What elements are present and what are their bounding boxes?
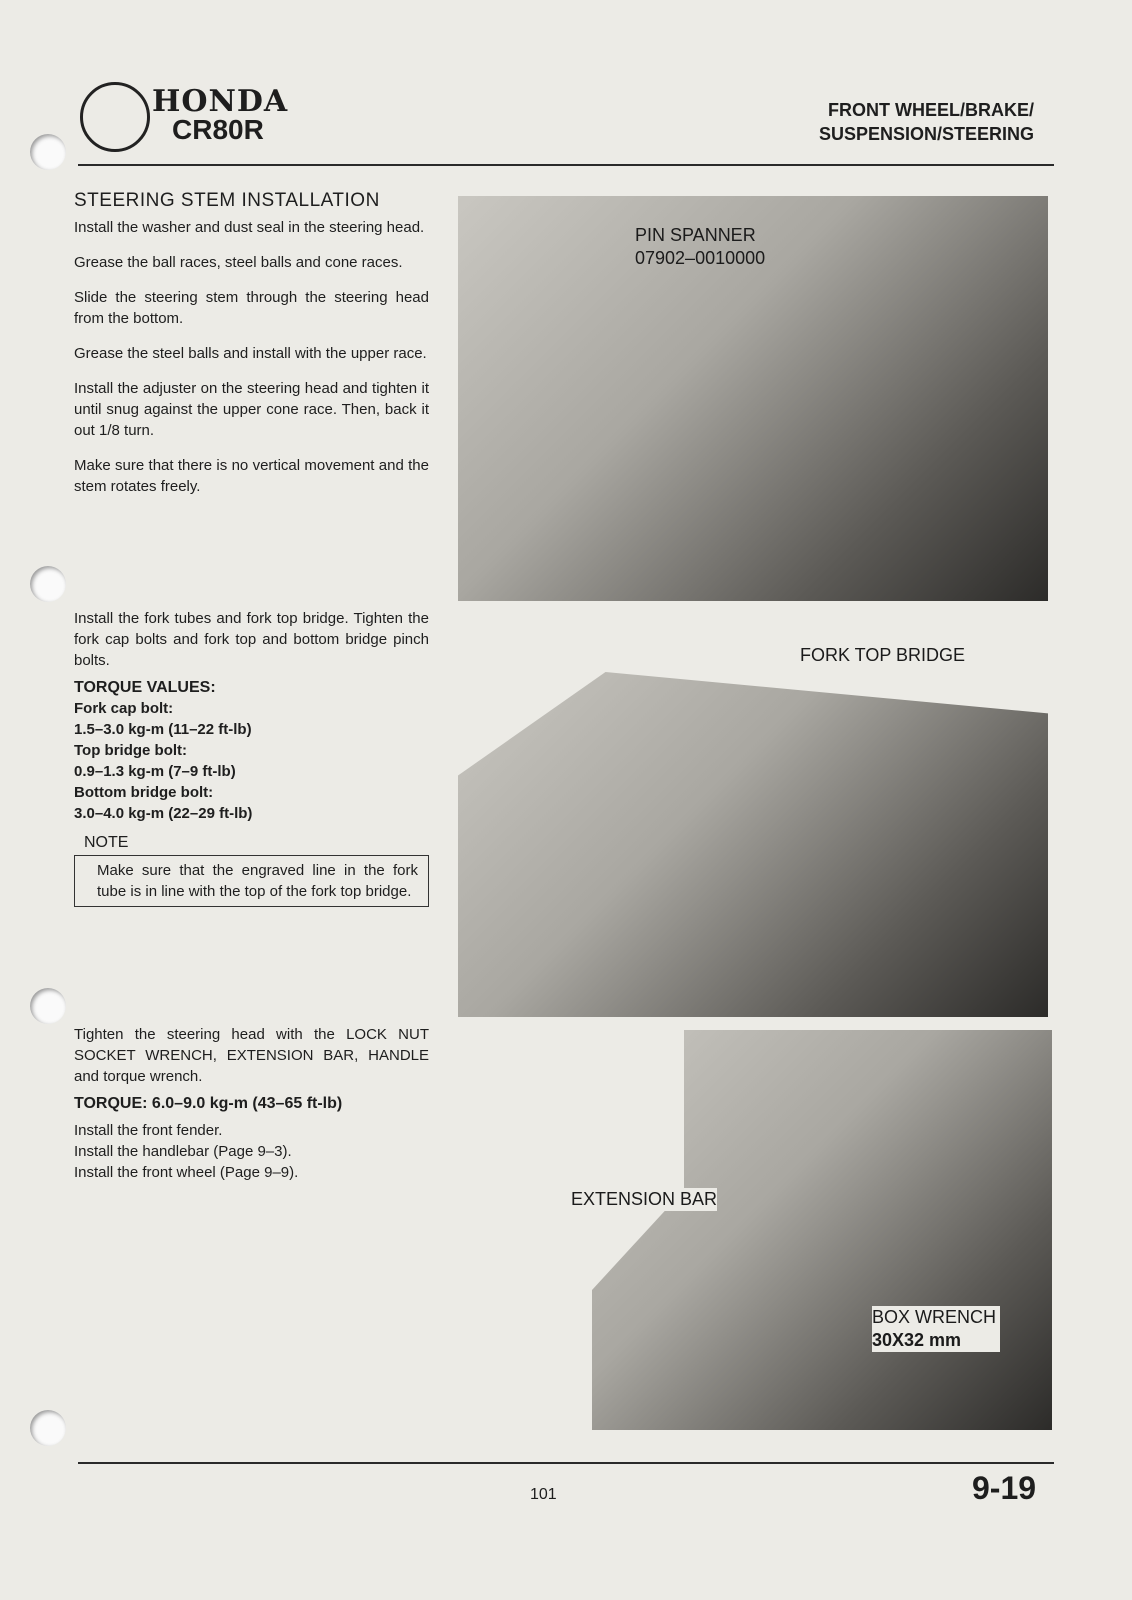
paragraph: Tighten the steering head with the LOCK NUT SOCKET WRENCH, EXTENSION BAR, HANDLE and torque wrench. [74, 1026, 429, 1085]
page-count: 101 [530, 1486, 557, 1503]
header-rule [78, 164, 1054, 166]
label-text: PIN SPANNER [635, 225, 756, 245]
note-label: NOTE [84, 834, 129, 851]
step: Install the front fender. [74, 1122, 223, 1139]
step: Install the front wheel (Page 9–9). [74, 1164, 299, 1181]
paragraph: Slide the steering stem through the steering head from the bottom. [74, 289, 429, 327]
page-heading: STEERING STEM INSTALLATION [74, 190, 380, 211]
label-box-wrench [872, 1306, 1000, 1352]
text-column-bottom [74, 1024, 429, 1183]
section-line: SUSPENSION/STEERING [818, 124, 1034, 144]
label-text: BOX WRENCH [872, 1307, 997, 1327]
photo-extension-bar [592, 1030, 1052, 1430]
step: Install the handlebar (Page 9–3). [74, 1143, 292, 1160]
note-box: Make sure that the engraved line in the fork tube is in line with the top of the fork top bridge. [74, 855, 429, 907]
footer-rule [78, 1462, 1054, 1464]
torque-heading: TORQUE VALUES: [74, 679, 216, 696]
honda-wing-logo-icon [80, 82, 150, 152]
torque-item-name: Bottom bridge bolt: [74, 784, 214, 801]
text-column-top [74, 190, 429, 511]
brand-name: HONDA [152, 84, 289, 119]
torque-item-value: 1.5–3.0 kg-m (11–22 ft-lb) [74, 721, 252, 738]
punch-hole [30, 134, 66, 170]
photo-fork-top-bridge [458, 672, 1048, 1017]
page-number: 9-19 [972, 1470, 1037, 1506]
label-pin-spanner [635, 224, 765, 270]
torque-item-value: 3.0–4.0 kg-m (22–29 ft-lb) [74, 805, 253, 822]
paragraph: Install the fork tubes and fork top bridge. Tighten the fork cap bolts and fork top and bottom bridge pinch bolts. [74, 610, 429, 669]
punch-hole [30, 988, 66, 1024]
label-text: 30X32 mm [872, 1330, 962, 1350]
section-line: FRONT WHEEL/BRAKE/ [828, 100, 1034, 120]
text-column-middle [74, 608, 429, 907]
torque-item-value: 0.9–1.3 kg-m (7–9 ft-lb) [74, 763, 236, 780]
punch-hole [30, 1410, 66, 1446]
paragraph: Grease the ball races, steel balls and cone races. [74, 254, 403, 271]
label-text: 07902–0010000 [635, 248, 766, 268]
torque-final: TORQUE: 6.0–9.0 kg-m (43–65 ft-lb) [74, 1095, 343, 1112]
model-name: CR80R [172, 114, 264, 145]
punch-hole [30, 566, 66, 602]
paragraph: Grease the steel balls and install with the upper race. [74, 345, 427, 362]
label-fork-top-bridge: FORK TOP BRIDGE [800, 645, 966, 665]
torque-item-name: Fork cap bolt: [74, 700, 174, 717]
paragraph: Install the washer and dust seal in the steering head. [74, 219, 425, 236]
section-title [819, 98, 1034, 146]
torque-item-name: Top bridge bolt: [74, 742, 188, 759]
paragraph: Install the adjuster on the steering head and tighten it until snug against the upper cone race. Then, back it out 1/8 turn. [74, 380, 429, 439]
paragraph: Make sure that there is no vertical movement and the stem rotates freely. [74, 457, 429, 495]
label-extension-bar: EXTENSION BAR [571, 1189, 718, 1209]
